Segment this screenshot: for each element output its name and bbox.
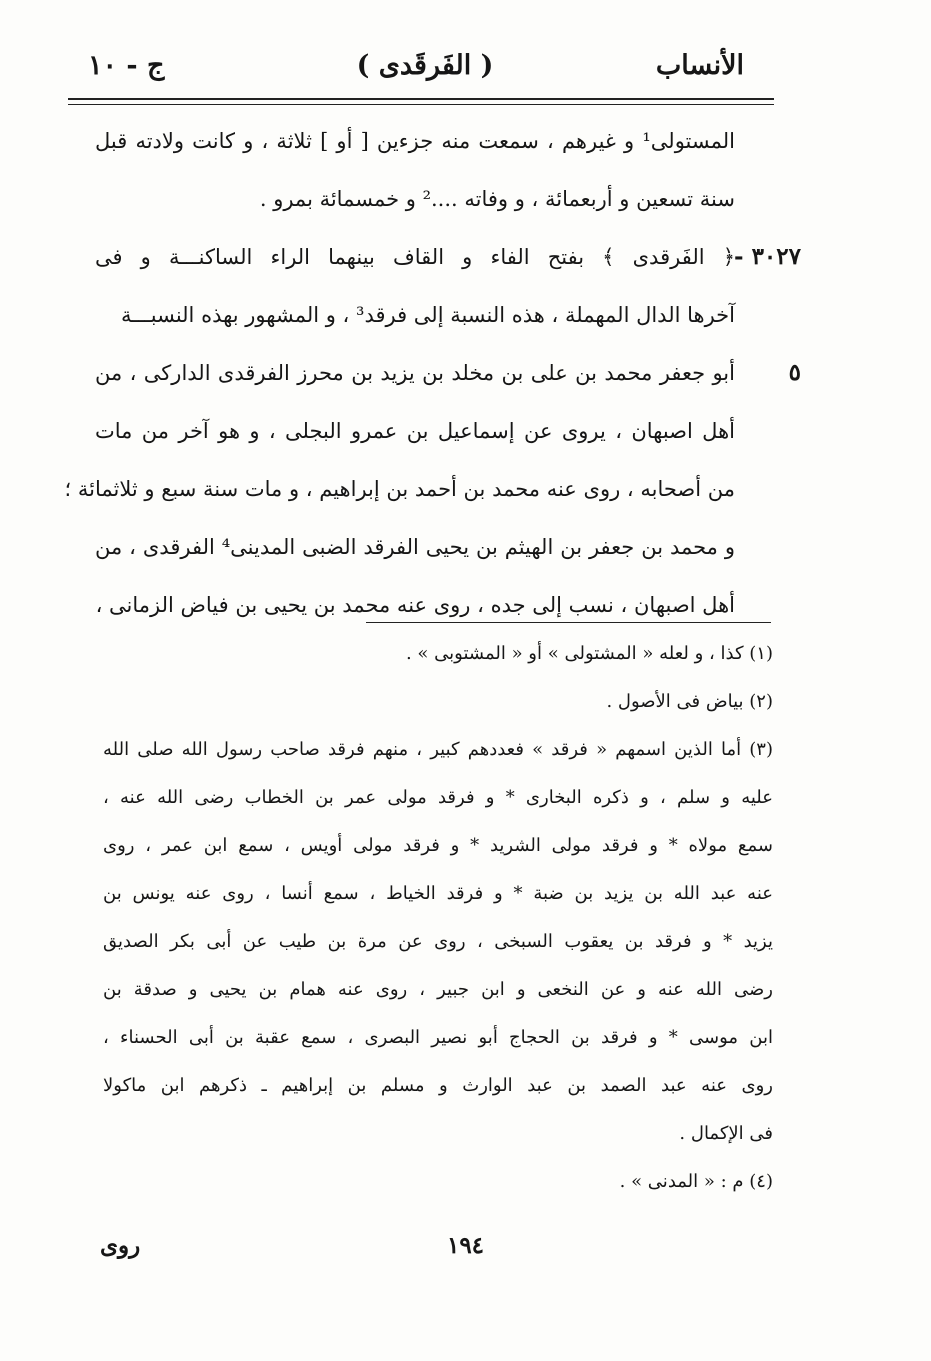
header-rule-thin <box>68 104 774 105</box>
body-line: المستولى¹ و غيرهم ، سمعت منه جزءين [ أو ] ثلاثة ، و كانت ولادته قبل <box>95 129 735 153</box>
main-text <box>64 112 735 634</box>
footnote-line: يزيد * و فرقد بن يعقوب السبخى ، روى عن مرة بن طيب عن أبى بكر الصديق <box>103 931 773 952</box>
footnote-line: فى الإكمال . <box>679 1123 773 1144</box>
entry-number: ٣٠٢٧ - <box>734 243 801 270</box>
body-line: آخرها الدال المهملة ، هذه النسبة إلى فرقد³ ، و المشهور بهذه النسبـــة <box>121 303 735 327</box>
footnote-line: (١) كذا ، و لعله « المشتولى » أو « المشتوبى » . <box>405 643 773 664</box>
footnote-line: عليه و سلم ، و ذكره البخارى * و فرقد مولى عمر بن الخطاب رضى الله عنه ، <box>103 787 773 808</box>
body-line: سنة تسعين و أربعمائة ، و وفاته ....² و خمسمائة بمرو . <box>259 187 735 211</box>
footnotes <box>103 630 773 1206</box>
footnote-line: سمع مولاه * و فرقد مولى الشريد * و فرقد مولى أويس ، سمع ابن عمر ، روى <box>103 835 773 856</box>
footnote-line: عنه عبد الله بن يزيد بن ضبة * و فرقد الخياط ، سمع أنسا ، روى عنه يونس بن <box>103 883 773 904</box>
body-line: أهل اصبهان ، يروى عن إسماعيل بن عمرو البجلى ، و هو آخر من مات <box>95 419 735 443</box>
page-number: ١٩٤ <box>446 1232 485 1259</box>
footnote-line: (٤) م : « المدنى » . <box>619 1171 773 1192</box>
footnote-line: ابن موسى * و فرقد بن الحجاج أبو نصير البصرى ، سمع عقبة بن أبى الحسناء ، <box>103 1027 773 1048</box>
header-rule-thick <box>68 98 774 100</box>
header-book-title: الأنساب <box>655 50 744 81</box>
footnote-line: (٣) أما الذين اسمهم « فرقد » فعددهم كبير ، منهم فرقد صاحب رسول الله صلى الله <box>103 739 773 760</box>
body-line: من أصحابه ، روى عنه محمد بن أحمد بن إبراهيم ، و مات سنة سبع و ثلاثمائة ؛ <box>64 477 735 501</box>
body-line: أهل اصبهان ، نسب إلى جده ، روى عنه محمد بن يحيى بن فياض الزمانى ، <box>95 593 735 617</box>
line-number: ٥ <box>788 359 801 386</box>
body-line: و محمد بن جعفر بن الهيثم بن يحيى الفرقد الضبى المدينى⁴ الفرقدى ، من <box>95 535 735 559</box>
footnote-line: رضى الله عنه و عن النخعى و ابن جبير ، روى عنه همام بن يحيى و صدقة بن <box>103 979 773 1000</box>
footnote-rule <box>366 622 771 623</box>
catchword: روى <box>100 1232 141 1259</box>
running-header <box>70 46 780 90</box>
footnote-line: (٢) بياض فى الأصول . <box>606 691 773 712</box>
body-line: أبو جعفر محمد بن على بن مخلد بن يزيد بن محرز الفرقدى الداركى ، من <box>95 361 735 385</box>
footnote-line: روى عنه عبد الصمد بن عبد الوارث و مسلم بن إبراهيم ـ ذكرهم ابن ماكولا <box>103 1075 773 1096</box>
page-footer <box>0 1232 931 1272</box>
header-volume: ج - ١٠ <box>88 50 165 81</box>
body-line: ﴿ الفَرقدى ﴾ بفتح الفاء و القاف بينهما الراء الساكنـــة و فى <box>95 245 735 269</box>
header-entry-title: ( الفَرقَدى ) <box>356 50 494 81</box>
